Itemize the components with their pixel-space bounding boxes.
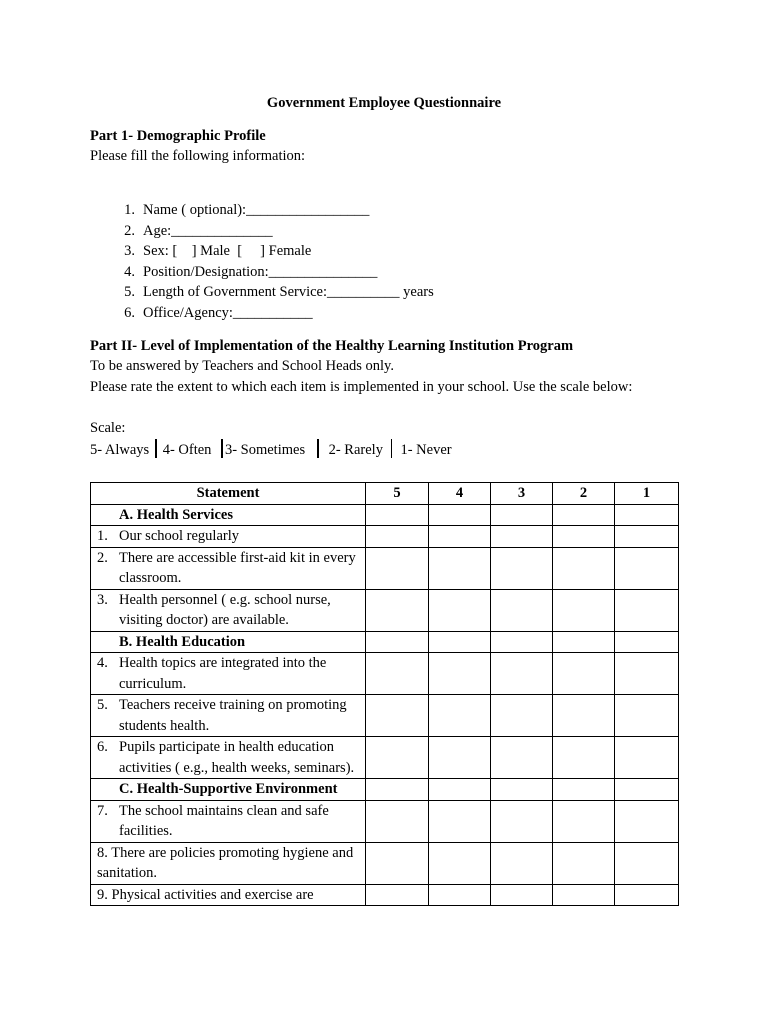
rating-scale	[90, 439, 452, 460]
rating-cell[interactable]	[615, 779, 679, 801]
rating-cell[interactable]	[491, 547, 553, 589]
header-statement: Statement	[91, 483, 366, 505]
statement-cell	[91, 526, 366, 548]
rating-cell[interactable]	[491, 737, 553, 779]
scale-divider	[391, 439, 393, 458]
sex-field[interactable]: Sex: [ ] Male [ ] Female	[143, 243, 312, 259]
rating-cell[interactable]	[429, 800, 491, 842]
rating-cell[interactable]	[491, 653, 553, 695]
section-health-supportive-environment: C. Health-Supportive Environment	[91, 779, 366, 801]
list-item	[90, 262, 434, 283]
rating-cell[interactable]	[553, 504, 615, 526]
statement-cell	[91, 695, 366, 737]
statement-cell	[91, 800, 366, 842]
rating-cell[interactable]	[429, 631, 491, 653]
rating-cell[interactable]	[491, 526, 553, 548]
statement-text: 8. There are policies promoting hygiene and sanitation.	[97, 844, 354, 881]
rating-cell[interactable]	[553, 737, 615, 779]
scale-always: 5- Always	[90, 442, 150, 458]
item-number: 5.	[124, 284, 135, 300]
statement-text: The school maintains clean and safe facilities.	[119, 802, 329, 839]
part2-heading: Part II- Level of Implementation of the Healthy Learning Institution Program	[90, 338, 574, 354]
section-health-education: B. Health Education	[91, 631, 366, 653]
rating-cell[interactable]	[615, 526, 679, 548]
rating-cell[interactable]	[366, 653, 429, 695]
rating-cell[interactable]	[429, 779, 491, 801]
rating-cell[interactable]	[429, 547, 491, 589]
statement-text: There are accessible first-aid kit in every classroom.	[119, 549, 356, 586]
row-number: 7.	[97, 802, 108, 819]
row-number: 2.	[97, 549, 108, 566]
rating-cell[interactable]	[491, 589, 553, 631]
rating-cell[interactable]	[615, 631, 679, 653]
header-3: 3	[491, 483, 553, 505]
table-row	[91, 737, 679, 779]
table-row	[91, 842, 679, 884]
header-5: 5	[366, 483, 429, 505]
rating-cell[interactable]	[429, 589, 491, 631]
list-item	[90, 200, 434, 221]
rating-cell[interactable]	[366, 800, 429, 842]
rating-cell[interactable]	[491, 779, 553, 801]
part1-heading: Part 1- Demographic Profile	[90, 128, 266, 144]
statement-cell	[91, 842, 366, 884]
row-number: 3.	[97, 591, 108, 608]
rating-cell[interactable]	[366, 884, 429, 906]
rating-cell[interactable]	[429, 653, 491, 695]
rating-cell[interactable]	[429, 842, 491, 884]
statement-text: Pupils participate in health education activities ( e.g., health weeks, seminars).	[119, 739, 355, 776]
part1-instruction: Please fill the following information:	[90, 148, 306, 164]
rating-cell[interactable]	[366, 631, 429, 653]
scale-sometimes: 3- Sometimes	[224, 442, 306, 458]
part2-line1: To be answered by Teachers and School Heads only.	[90, 358, 394, 374]
scale-divider	[221, 439, 223, 458]
statement-cell	[91, 737, 366, 779]
statement-cell	[91, 589, 366, 631]
rating-cell[interactable]	[491, 504, 553, 526]
rating-cell[interactable]	[366, 526, 429, 548]
rating-cell[interactable]	[366, 737, 429, 779]
rating-cell[interactable]	[553, 589, 615, 631]
age-field[interactable]: Age:______________	[143, 222, 273, 239]
rating-cell[interactable]	[429, 737, 491, 779]
list-item	[90, 241, 434, 262]
item-number: 3.	[124, 243, 135, 259]
statement-text: Teachers receive training on promoting students health.	[119, 697, 347, 734]
section-row	[91, 779, 679, 801]
rating-cell[interactable]	[553, 526, 615, 548]
rating-cell[interactable]	[615, 842, 679, 884]
rating-cell[interactable]	[366, 547, 429, 589]
rating-cell[interactable]	[615, 695, 679, 737]
item-number: 6.	[124, 304, 135, 321]
table-row	[91, 653, 679, 695]
rating-cell[interactable]	[553, 631, 615, 653]
rating-cell[interactable]	[429, 695, 491, 737]
table-row	[91, 547, 679, 589]
rating-cell[interactable]	[491, 884, 553, 906]
table-row	[91, 589, 679, 631]
rating-cell[interactable]	[615, 504, 679, 526]
scale-rarely: 2- Rarely	[328, 442, 383, 458]
item-number: 4.	[124, 263, 135, 280]
table-row	[91, 800, 679, 842]
table-row	[91, 695, 679, 737]
scale-often: 4- Often	[162, 442, 212, 458]
rating-cell[interactable]	[553, 779, 615, 801]
part2-line2: Please rate the extent to which each item is implemented in your school. Use the scale below:	[90, 379, 633, 395]
item-number: 2.	[124, 222, 135, 239]
list-item	[90, 221, 434, 242]
header-1: 1	[615, 483, 679, 505]
rating-cell[interactable]	[491, 800, 553, 842]
statement-cell	[91, 547, 366, 589]
rating-cell[interactable]	[615, 800, 679, 842]
rating-cell[interactable]	[553, 653, 615, 695]
rating-cell[interactable]	[553, 884, 615, 906]
rating-cell[interactable]	[429, 526, 491, 548]
table-row	[91, 884, 679, 906]
statement-text: Health personnel ( e.g. school nurse, visiting doctor) are available.	[119, 591, 331, 628]
scale-divider	[155, 439, 157, 458]
statement-text: Health topics are integrated into the curriculum.	[119, 655, 327, 692]
rating-cell[interactable]	[366, 695, 429, 737]
rating-cell[interactable]	[429, 504, 491, 526]
section-row	[91, 504, 679, 526]
rating-cell[interactable]	[491, 842, 553, 884]
demographic-list	[90, 200, 434, 323]
rating-cell[interactable]	[366, 589, 429, 631]
item-number: 1.	[124, 202, 135, 218]
scale-divider	[317, 439, 319, 458]
rating-cell[interactable]	[429, 884, 491, 906]
rating-cell[interactable]	[553, 842, 615, 884]
name-field[interactable]: Name ( optional):_________________	[143, 202, 370, 218]
rating-cell[interactable]	[553, 695, 615, 737]
table-row	[91, 526, 679, 548]
row-number: 4.	[97, 655, 108, 671]
row-number: 1.	[97, 528, 108, 544]
table-header-row	[91, 483, 679, 505]
position-field[interactable]: Position/Designation:_______________	[143, 263, 378, 280]
rating-cell[interactable]	[553, 547, 615, 589]
scale-never: 1- Never	[400, 442, 452, 458]
rating-cell[interactable]	[366, 842, 429, 884]
rating-cell[interactable]	[615, 589, 679, 631]
rating-cell[interactable]	[366, 779, 429, 801]
service-length-field[interactable]: Length of Government Service:__________ years	[143, 284, 434, 300]
statement-cell	[91, 653, 366, 695]
row-number: 5.	[97, 697, 108, 713]
statement-cell	[91, 884, 366, 906]
rating-cell[interactable]	[615, 547, 679, 589]
office-field[interactable]: Office/Agency:___________	[143, 304, 313, 321]
header-4: 4	[429, 483, 491, 505]
scale-label: Scale:	[90, 420, 126, 436]
list-item	[90, 282, 434, 303]
rating-cell[interactable]	[491, 695, 553, 737]
rating-cell[interactable]	[615, 653, 679, 695]
list-item	[90, 303, 434, 324]
document-title: Government Employee Questionnaire	[266, 95, 502, 111]
rating-table	[90, 482, 679, 906]
section-health-services: A. Health Services	[91, 504, 366, 526]
rating-cell[interactable]	[553, 800, 615, 842]
header-2: 2	[553, 483, 615, 505]
row-number: 6.	[97, 739, 108, 755]
statement-text: Our school regularly	[119, 528, 239, 544]
rating-cell[interactable]	[491, 631, 553, 653]
rating-cell[interactable]	[366, 504, 429, 526]
section-row	[91, 631, 679, 653]
rating-cell[interactable]	[615, 737, 679, 779]
rating-cell[interactable]	[615, 884, 679, 906]
statement-text: 9. Physical activities and exercise are	[97, 886, 314, 903]
